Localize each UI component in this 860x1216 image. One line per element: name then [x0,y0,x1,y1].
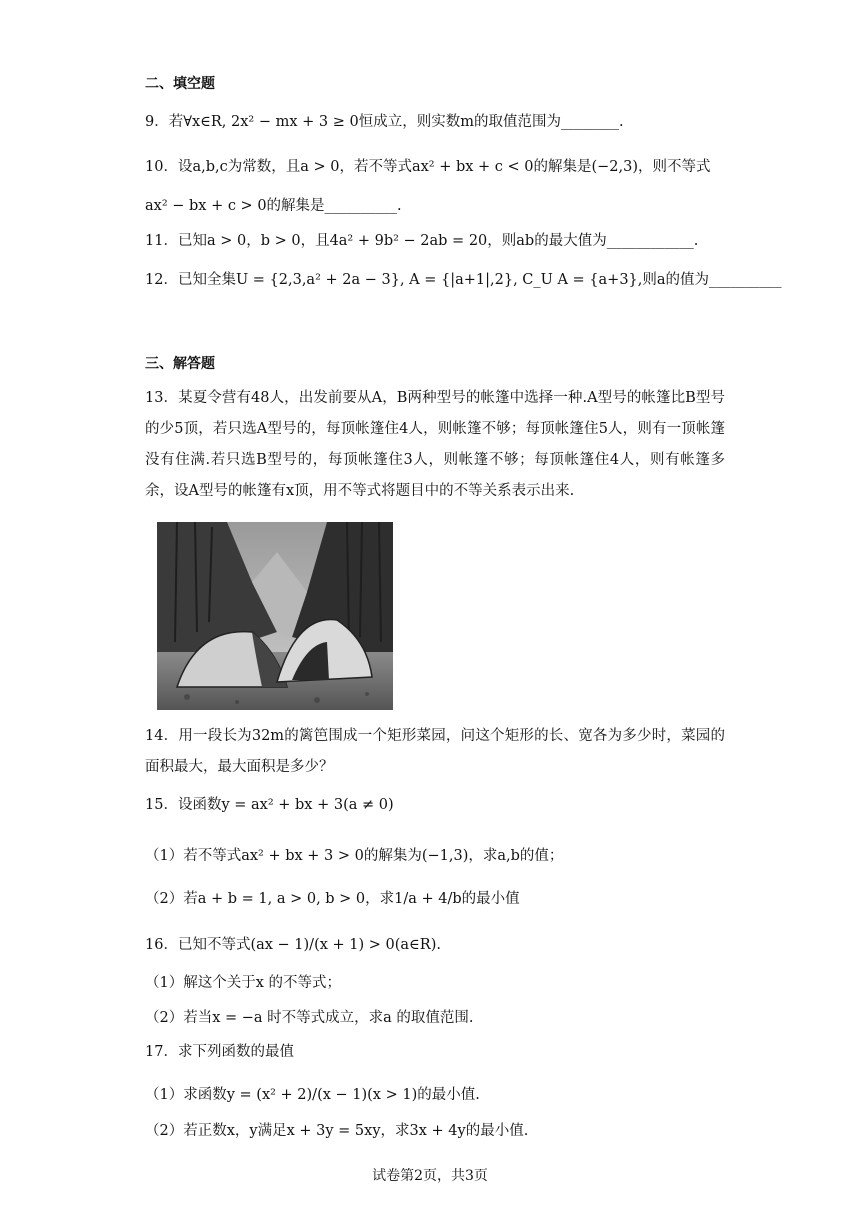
question-15-part-2: （2）若a + b = 1, a > 0, b > 0，求1/a + 4/b的最小值 [145,891,520,907]
question-10-line-2: ax² − bx + c > 0的解集是__________. [145,198,402,214]
page-footer: 试卷第2页，共3页 [372,1168,488,1184]
question-14: 14．用一段长为32m的篱笆围成一个矩形菜园，问这个矩形的长、宽各为多少时，菜园的面积最大，最大面积是多少？ [145,728,725,775]
tent-photo [157,522,393,710]
question-17: 17．求下列函数的最值 [145,1044,294,1060]
question-17-part-2: （2）若正数x，y满足x + 3y = 5xy，求3x + 4y的最小值. [145,1123,529,1139]
question-10-line-1: 10．设a,b,c为常数，且a > 0，若不等式ax² + bx + c < 0的解集是(−2,3)，则不等式 [145,159,711,175]
question-16: 16．已知不等式(ax − 1)/(x + 1) > 0(a∈R). [145,937,441,953]
section-heading-fill-blank: 二、填空题 [145,76,215,92]
section-heading-answer: 三、解答题 [145,356,215,372]
question-9: 9．若∀x∈R, 2x² − mx + 3 ≥ 0恒成立，则实数m的取值范围为________. [145,114,624,130]
question-15-part-1: （1）若不等式ax² + bx + 3 > 0的解集为(−1,3)，求a,b的值； [145,848,564,864]
question-16-part-1: （1）解这个关于x 的不等式； [145,975,342,991]
question-13: 13．某夏令营有48人，出发前要从A，B两种型号的帐篷中选择一种.A型号的帐篷比B型号的少5顶，若只选A型号的，每顶帐篷住4人，则帐篷不够；每顶帐篷住5人，则有一顶帐篷没有住满.若只选B型号的，每顶帐篷住3人，则帐篷不够；每顶帐篷住4人，则有帐篷多余，设A型号的帐篷有x顶，用不等式将题目中的不等关系表示出来. [145,390,725,499]
question-16-part-2: （2）若当x = −a 时不等式成立，求a 的取值范围. [145,1010,474,1026]
question-15: 15．设函数y = ax² + bx + 3(a ≠ 0) [145,797,394,813]
question-17-part-1: （1）求函数y = (x² + 2)/(x − 1)(x > 1)的最小值. [145,1087,480,1103]
question-11: 11．已知a > 0，b > 0，且4a² + 9b² − 2ab = 20，则ab的最大值为____________. [145,233,699,249]
question-12: 12．已知全集U = {2,3,a² + 2a − 3}, A = {|a+1|,2}, C_U A = {a+3},则a的值为__________ [145,272,782,288]
